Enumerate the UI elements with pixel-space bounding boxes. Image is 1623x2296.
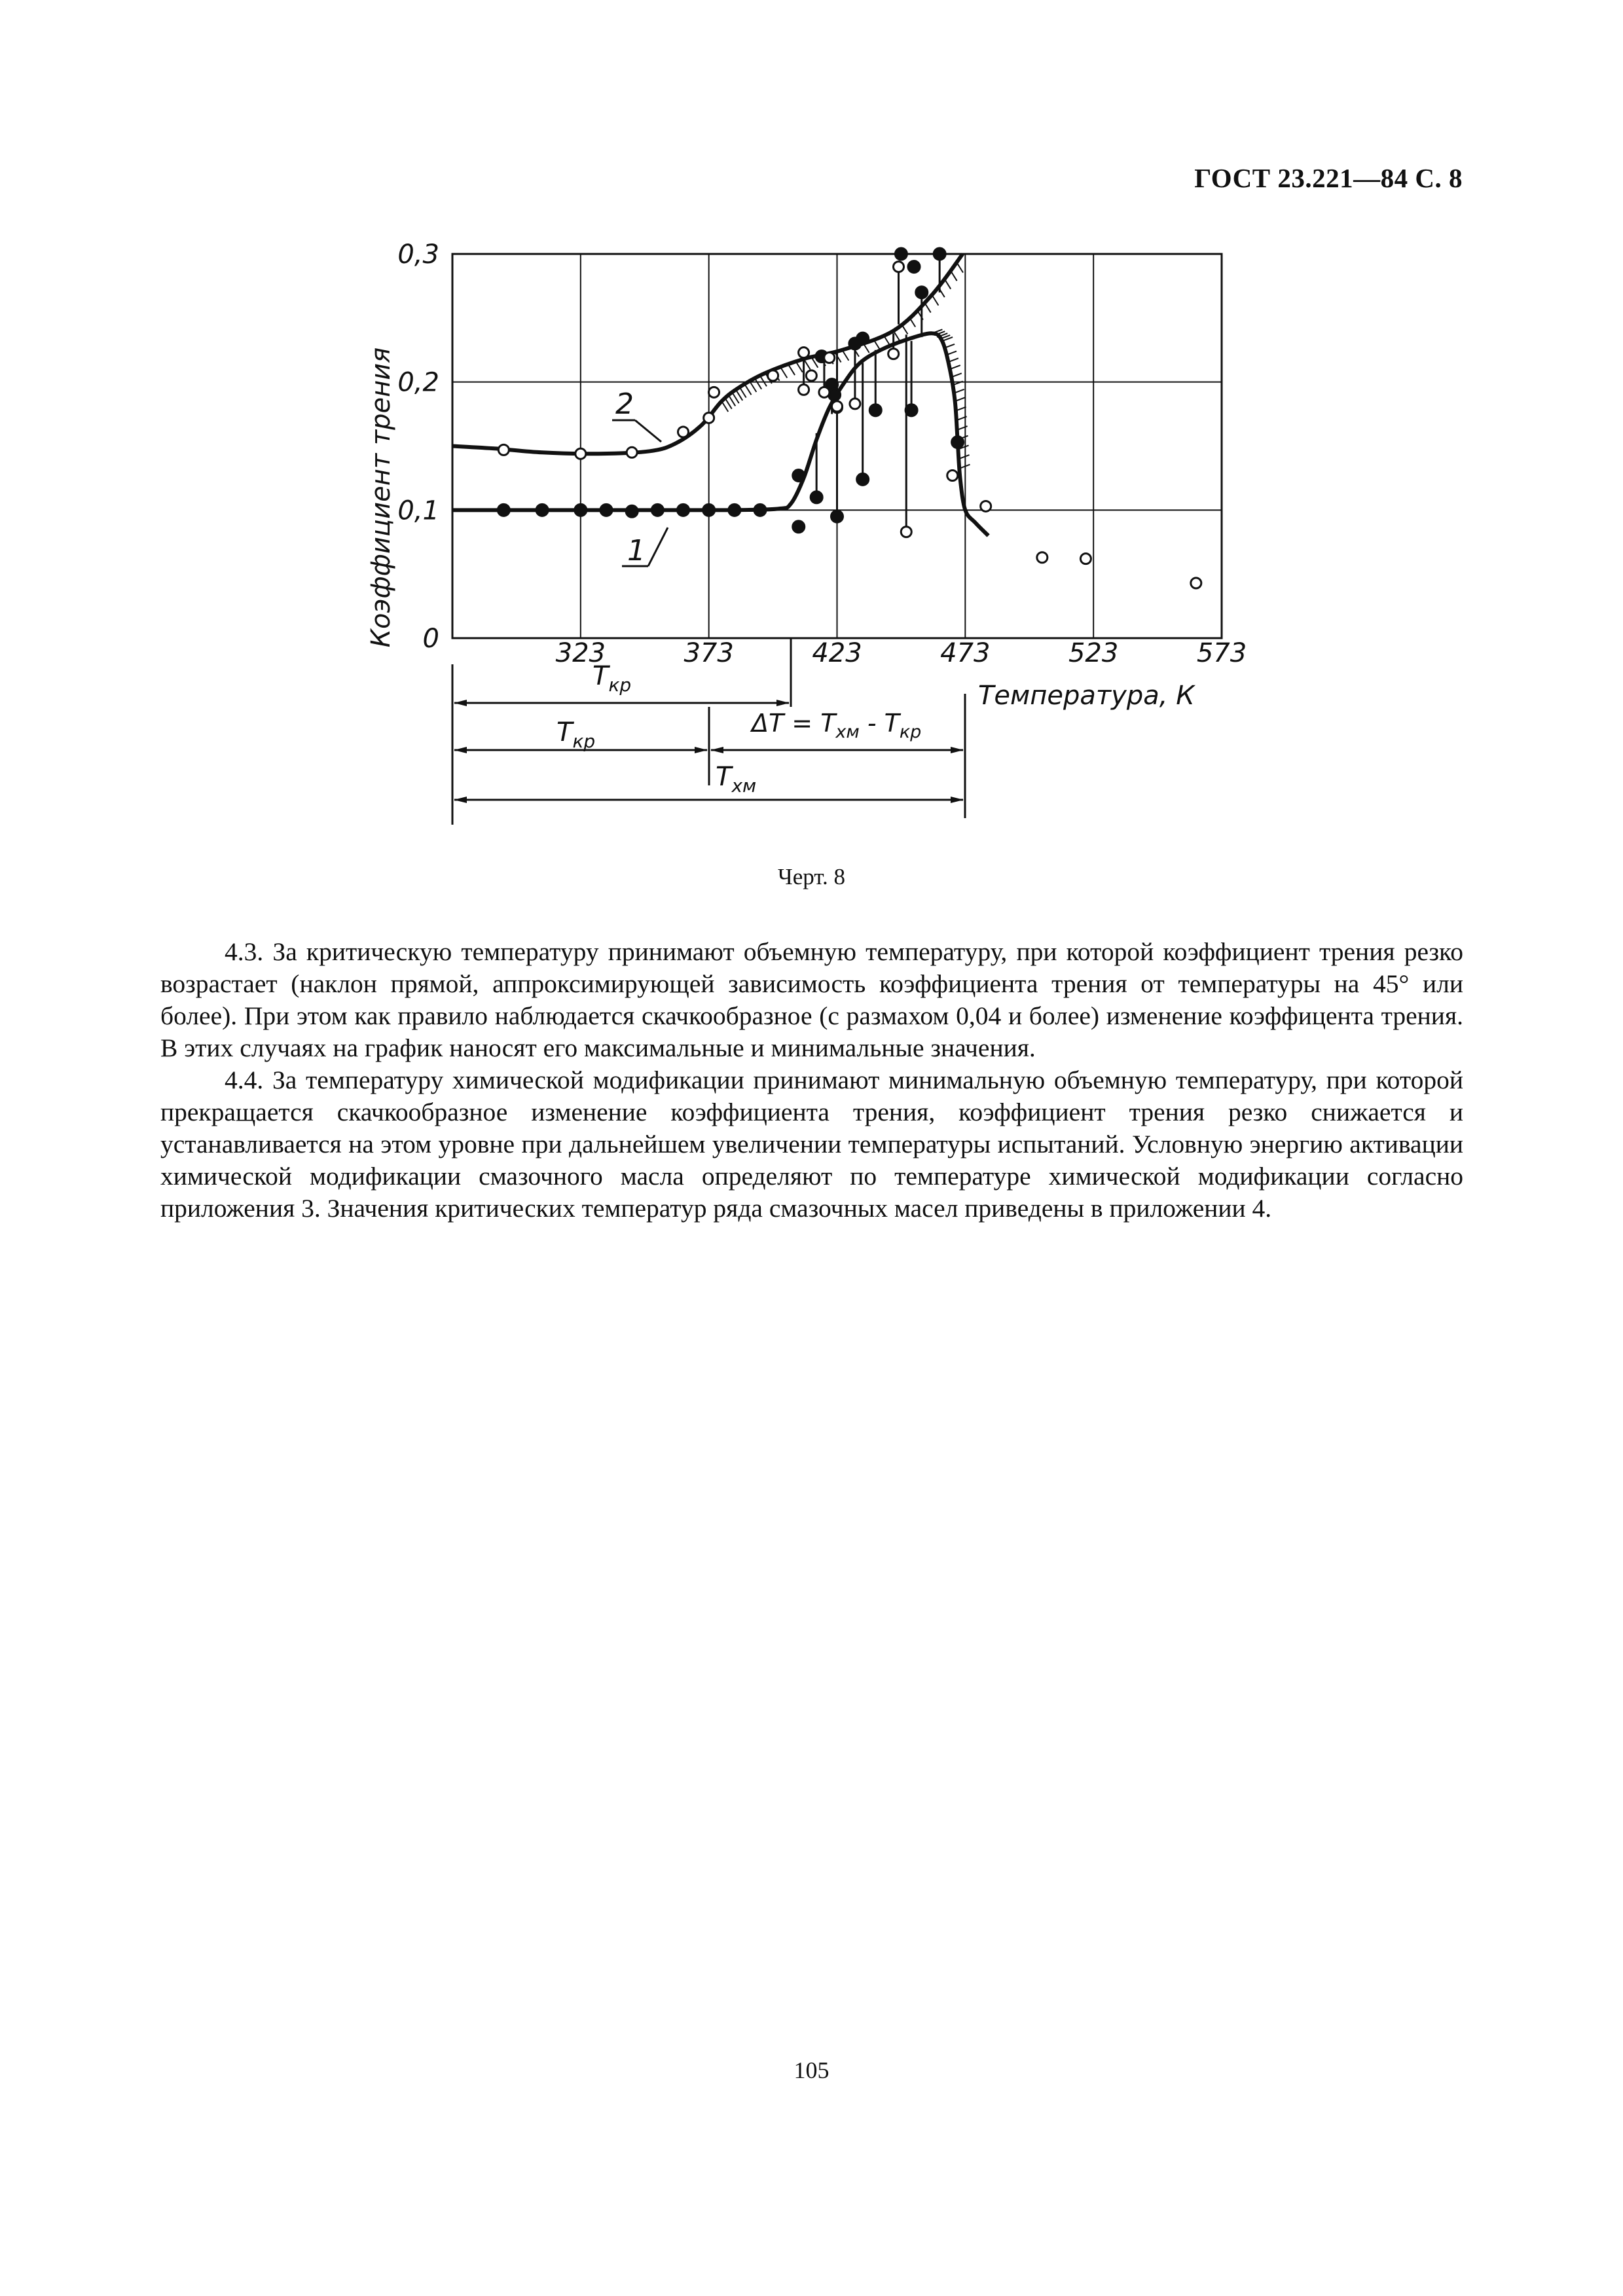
delta-t-label: $\Delta T = T_{хм} - T_{кр}$ bbox=[752, 709, 922, 742]
x-tick-0: 323 bbox=[555, 638, 606, 668]
series-2-point-10 bbox=[819, 387, 830, 397]
series-1-point-20 bbox=[869, 404, 881, 416]
series-1-point-12 bbox=[811, 492, 822, 503]
series-1-curve bbox=[452, 333, 989, 535]
curve-label-1 bbox=[622, 528, 668, 567]
series-1-point-8 bbox=[729, 504, 740, 516]
data-points bbox=[498, 248, 1201, 588]
curve-label-1-text: 1 bbox=[627, 534, 646, 567]
hatch-mark bbox=[750, 382, 756, 392]
series-2-point-13 bbox=[832, 401, 843, 412]
series-2-point-20 bbox=[1037, 552, 1048, 563]
series-1-point-26 bbox=[952, 437, 964, 448]
series-2-point-1 bbox=[575, 448, 586, 459]
y-tick-3: 0,3 bbox=[397, 240, 439, 270]
series-1-point-24 bbox=[916, 287, 928, 298]
series-2-point-14 bbox=[850, 399, 860, 409]
series-2-point-15 bbox=[888, 349, 899, 359]
series-1-point-10 bbox=[793, 470, 805, 482]
series-2-point-16 bbox=[894, 262, 904, 272]
t-kr-tick-label: $T_{кр}$ bbox=[593, 661, 632, 696]
document-header: ГОСТ 23.221—84 С. 8 bbox=[1194, 163, 1463, 193]
series-1-point-16 bbox=[831, 511, 843, 522]
paragraph-4-4: 4.4. За температуру химической модификации принимают минимальную объемную температуру, при которой прекращается скачкообразное изменение коэффициента трения, коэффициент трения резко снижается и устанавливается на этом уровне при дальнейшем увеличении температуры испытаний. Условную энергию активации химической модификации смазочного масла определяют по температуре химической модификации согласно приложения 3. Значения критических температур ряда смазочных масел приведены в приложении 4. bbox=[160, 1066, 1463, 1223]
series-2-point-0 bbox=[498, 444, 509, 455]
x-tick-5: 573 bbox=[1196, 638, 1247, 668]
series-1-point-15 bbox=[829, 389, 841, 401]
series-1-point-11 bbox=[793, 521, 805, 533]
series-2-point-3 bbox=[678, 427, 689, 437]
series-1-point-23 bbox=[905, 404, 917, 416]
hatch-mark bbox=[780, 367, 787, 378]
series-1-point-6 bbox=[678, 504, 689, 516]
x-axis-label: Температура, К bbox=[978, 681, 1195, 711]
series-1-point-21 bbox=[895, 248, 907, 260]
x-tick-labels bbox=[556, 638, 1247, 668]
series-1-point-22 bbox=[908, 261, 920, 273]
page-number: 105 bbox=[793, 2057, 830, 2083]
series-1-point-2 bbox=[575, 504, 587, 516]
series-1-point-4 bbox=[626, 505, 638, 517]
series-2-point-17 bbox=[901, 527, 911, 537]
body-text bbox=[160, 936, 1463, 1225]
series-2-point-7 bbox=[799, 348, 809, 358]
hatch-mark bbox=[755, 379, 761, 389]
series-curves bbox=[452, 254, 989, 535]
y-tick-1: 0,1 bbox=[397, 495, 439, 526]
series-2-point-18 bbox=[947, 471, 958, 481]
series-1-point-1 bbox=[536, 504, 548, 516]
series-2-point-9 bbox=[806, 370, 816, 381]
hatch-mark bbox=[796, 362, 803, 372]
series-1-point-0 bbox=[498, 504, 509, 516]
x-tick-1: 373 bbox=[684, 638, 734, 668]
series-2-point-4 bbox=[704, 412, 714, 423]
series-1-point-19 bbox=[857, 473, 869, 485]
x-tick-3: 473 bbox=[940, 638, 991, 668]
x-tick-2: 423 bbox=[812, 638, 862, 668]
friction-chart bbox=[0, 0, 1623, 929]
curve-label-2 bbox=[612, 387, 661, 442]
y-tick-labels bbox=[397, 240, 439, 654]
series-2-point-8 bbox=[799, 384, 809, 395]
series-1-point-9 bbox=[754, 504, 766, 516]
curve-label-2-text: 2 bbox=[615, 387, 634, 421]
figure-caption: Черт. 8 bbox=[778, 864, 845, 889]
series-1-point-7 bbox=[703, 504, 715, 516]
series-2-point-2 bbox=[627, 447, 637, 457]
t-kr-arrow-label: $T_{кр}$ bbox=[556, 717, 596, 752]
series-2-point-5 bbox=[709, 387, 720, 397]
series-1-point-18 bbox=[857, 332, 869, 344]
series-2-point-11 bbox=[824, 352, 835, 363]
hatch-mark bbox=[745, 384, 752, 395]
series-1-point-3 bbox=[600, 504, 612, 516]
hatch-mark bbox=[788, 365, 795, 375]
series-2-point-22 bbox=[1191, 578, 1201, 588]
hatch-mark bbox=[760, 376, 767, 386]
series-2-point-6 bbox=[768, 370, 778, 381]
y-tick-0: 0 bbox=[422, 624, 439, 654]
x-tick-4: 523 bbox=[1068, 638, 1119, 668]
y-tick-2: 0,2 bbox=[397, 367, 439, 398]
series-1-point-5 bbox=[651, 504, 663, 516]
series-2-point-21 bbox=[1080, 554, 1091, 564]
series-1-point-25 bbox=[934, 248, 945, 260]
series-2-point-19 bbox=[981, 501, 991, 511]
paragraph-4-3: 4.3. За критическую температуру принимают объемную температуру, при которой коэффициент трения резко возрастает (наклон прямой, аппроксимирующей зависимость коэффициента трения от температуры на 45° или более). При этом как правило наблюдается скачкообразное (с размахом 0,04 и более) изменение коэффицента трения. В этих случаях на график наносят его максимальные и минимальные значения. bbox=[160, 937, 1463, 1062]
t-xm-arrow-label: $T_{хм}$ bbox=[716, 762, 757, 797]
y-axis-label: Коэффициент трения bbox=[366, 347, 396, 648]
